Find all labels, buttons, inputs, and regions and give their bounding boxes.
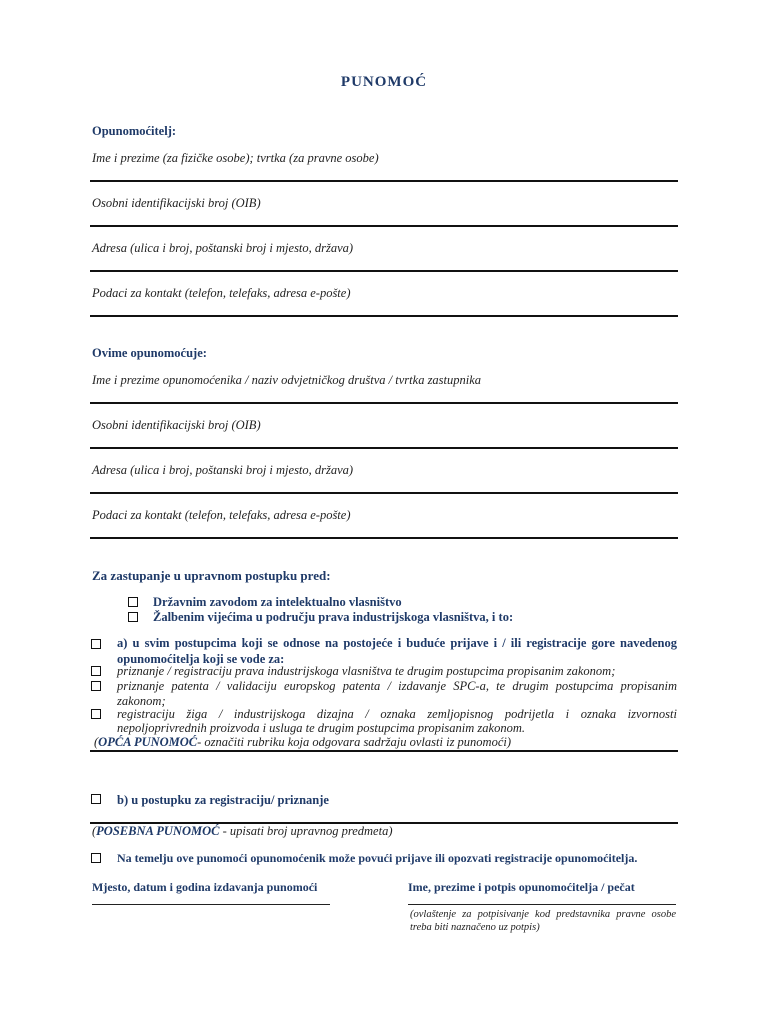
option-b-label: b) u postupku za registraciju/ priznanje (117, 793, 329, 807)
grantee-contact-line[interactable] (90, 537, 678, 539)
checkbox-item-trademark[interactable] (91, 709, 101, 719)
checkbox-option-a[interactable] (91, 639, 101, 649)
general-note-bold: OPĆA PUNOMOĆ (98, 735, 198, 749)
special-note (92, 824, 393, 839)
checkbox-appeal-boards[interactable] (128, 612, 138, 622)
place-date-line[interactable] (92, 904, 330, 905)
grantee-address-line[interactable] (90, 492, 678, 494)
grantor-name-label: Ime i prezime (za fizičke osobe); tvrtka (za pravne osobe) (92, 151, 379, 165)
grantor-contact-label: Podaci za kontakt (telefon, telefaks, adresa e-pošte) (92, 286, 351, 300)
general-note (94, 735, 511, 750)
checkbox-revoke[interactable] (91, 853, 101, 863)
special-note-open: ( (92, 824, 97, 838)
checkbox-option-b[interactable] (91, 794, 101, 804)
grantee-heading: Ovime opunomoćuje: (92, 346, 207, 360)
grantor-address-label: Adresa (ulica i broj, poštanski broj i mjesto, država) (92, 241, 354, 255)
item-patent-label: priznanje patenta / validaciju europskog patenta / izdavanje SPC-a, te drugim postupcima propisanim zakonom; (117, 679, 677, 708)
grantee-contact-label: Podaci za kontakt (telefon, telefaks, adresa e-pošte) (92, 508, 351, 522)
grantee-oib-label: Osobni identifikacijski broj (OIB) (92, 418, 261, 432)
grantor-contact-line[interactable] (90, 315, 678, 317)
checkbox-state-office[interactable] (128, 597, 138, 607)
grantor-heading: Opunomoćitelj: (92, 124, 177, 138)
item-trademark-label: registraciju žiga / industrijskoga dizajna / oznaka zemljopisnog podrijetla i oznaka izvornosti nepoljoprivrednih proizvoda i usluga te drugim postupcima propisanim zakonom. (117, 707, 677, 735)
special-note-bold: POSEBNA PUNOMOĆ (96, 824, 220, 838)
grantor-address-line[interactable] (90, 270, 678, 272)
signer-label: Ime, prezime i potpis opunomoćitelja / pečat (408, 880, 635, 894)
representation-heading (92, 568, 331, 584)
grantor-oib-line[interactable] (90, 225, 678, 227)
grantor-oib-label: Osobni identifikacijski broj (OIB) (92, 196, 261, 210)
signer-note: (ovlaštenje za potpisivanje kod predstavnika pravne osobe treba biti naznačeno uz potpis) (410, 909, 676, 933)
grantee-name-label: Ime i prezime opunomoćenika / naziv odvjetničkog društva / tvrtka zastupnika (92, 373, 482, 387)
checkbox-item-patent[interactable] (91, 681, 101, 691)
option-a-label: a) u svim postupcima koji se odnose na postojeće i buduće prijave i / ili registracije gore navedenog opunomoćitelja koji se vode za: (117, 636, 677, 666)
state-office-label: Državnim zavodom za intelektualno vlasništvo (153, 595, 402, 609)
place-date-label: Mjesto, datum i godina izdavanja punomoći (92, 880, 318, 894)
general-section-line (90, 750, 678, 752)
grantee-name-line[interactable] (90, 402, 678, 404)
general-note-rest: - označiti rubriku koja odgovara sadržaju ovlasti iz punomoći) (197, 735, 512, 749)
appeal-boards-label: Žalbenim vijećima u području prava industrijskoga vlasništva, i to: (153, 610, 514, 624)
signature-line[interactable] (408, 904, 676, 905)
document-title: PUNOMOĆ (340, 74, 428, 90)
general-note-open: ( (94, 735, 99, 749)
grantor-name-line[interactable] (90, 180, 678, 182)
special-note-rest: - upisati broj upravnog predmeta) (219, 824, 393, 838)
representation-heading-text: Za zastupanje u upravnom postupku pred: (92, 568, 331, 583)
item-rights-label: priznanje / registraciju prava industrijskoga vlasništva te drugim postupcima propisanim zakonom; (117, 664, 616, 678)
grantee-oib-line[interactable] (90, 447, 678, 449)
checkbox-item-rights[interactable] (91, 666, 101, 676)
revoke-label: Na temelju ove punomoći opunomoćenik može povući prijave ili opozvati registracije opunomoćitelja. (117, 851, 638, 865)
grantee-address-label: Adresa (ulica i broj, poštanski broj i mjesto, država) (92, 463, 354, 477)
